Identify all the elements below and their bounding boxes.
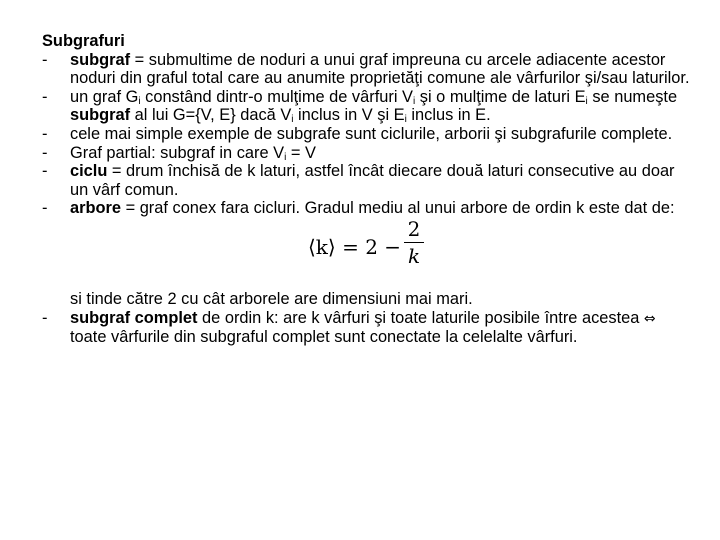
text-segment: toate vârfurile din subgraful complet sunt conectate la celelalte vârfuri. (70, 328, 578, 347)
text-segment: Graf partial: subgraf in care V (70, 143, 285, 162)
equivalence-arrow-icon: ⇔ (643, 310, 656, 327)
bullet-dash: - (42, 199, 48, 218)
formula-lhs: ⟨k⟩ = 2 − (308, 234, 402, 259)
term-subgraf-bold: subgraf (70, 106, 131, 125)
mean-degree-formula (308, 218, 692, 276)
text-segment: şi o mulţime de laturi E (415, 87, 586, 106)
subscript: i (404, 114, 407, 126)
subscript: i (585, 95, 588, 107)
term-subgraf-complet: subgraf complet (70, 308, 198, 327)
term-ciclu: ciclu (70, 162, 108, 181)
subscript: i (284, 151, 287, 163)
slide-title: Subgrafuri (42, 32, 125, 50)
bullet-dash: - (42, 143, 48, 162)
definition-text: = drum închisă de k laturi, astfel încât diecare două laturi consecutive au doar un vârf comun. (70, 162, 675, 199)
bullet-dash: - (42, 87, 48, 106)
definition-text: = submultime de noduri a unui graf impreuna cu arcele adiacente acestor noduri din graful total care au anumite proprietăţi comune ale vârfurilor şi/sau laturilor. (70, 50, 690, 88)
bullet-item-subgraf-definition (42, 88, 692, 125)
formula-fraction (404, 218, 424, 267)
bullet-item-subgraf-complet (42, 309, 692, 347)
formula-denominator: k (407, 243, 421, 268)
bullet-dash: - (42, 162, 48, 181)
text-segment: se numeşte (587, 87, 678, 106)
examples-text: cele mai simple exemple de subgrafe sunt ciclurile, arborii şi subgrafurile complete. (70, 124, 673, 143)
after-formula-text: si tinde către 2 cu cât arborele are dimensiuni mai mari. (70, 289, 473, 308)
text-segment: al lui G={V, E} dacă V (130, 106, 292, 125)
fraction-bar (404, 242, 424, 243)
definition-text: = graf conex fara cicluri. Gradul mediu al unui arbore de ordin k este dat de: (121, 199, 675, 218)
formula-numerator: 2 (407, 216, 421, 241)
bullet-item-ciclu (42, 162, 692, 199)
bullet-dash: - (42, 50, 48, 69)
subscript: i (138, 95, 141, 107)
text-segment: inclus in V şi E (293, 106, 405, 125)
text-segment: un graf G (70, 87, 139, 106)
term-arbore: arbore (70, 199, 122, 218)
text-segment: inclus in E. (406, 106, 491, 125)
bullet-dash: - (42, 124, 48, 143)
bullet-item-arbore (42, 199, 692, 308)
subscript: i (291, 114, 294, 126)
slide-content (42, 32, 692, 347)
bullet-dash: - (42, 308, 48, 327)
term-subgraf: subgraf (70, 50, 131, 69)
bullet-item-examples (42, 125, 692, 144)
text-segment: de ordin k: are k vârfuri şi toate laturile posibile între acestea (197, 308, 644, 327)
text-segment: = V (286, 143, 316, 162)
subscript: i (412, 95, 416, 107)
text-segment: constând dintr-o mulţime de vârfuri V (140, 87, 413, 106)
bullet-item-graf-partial (42, 144, 692, 163)
bullet-item-subgraf (42, 51, 692, 88)
